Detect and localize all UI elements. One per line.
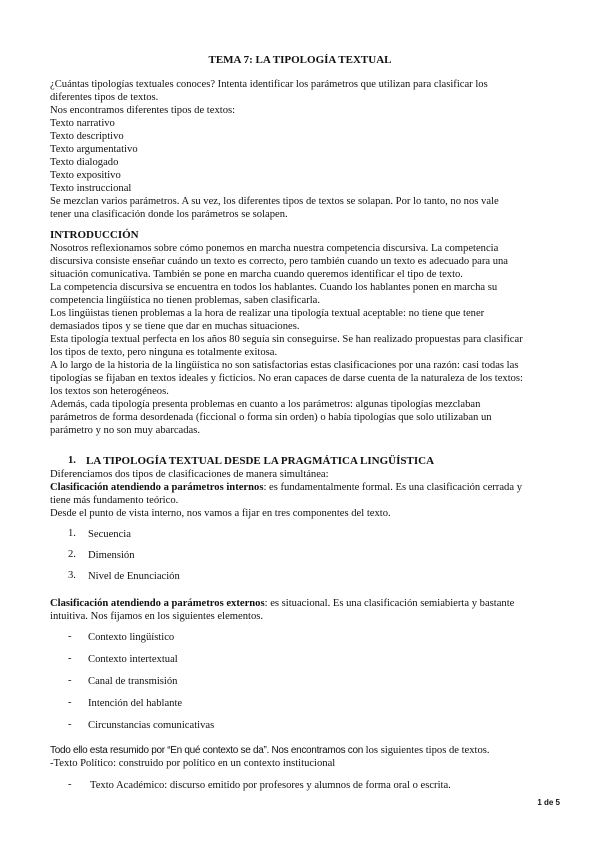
text-type-item: Texto dialogado bbox=[50, 157, 119, 168]
paragraph-line: Los lingüistas tienen problemas a la hora de realizar una tipología textual aceptable: no tiene que tener bbox=[50, 308, 485, 319]
section-subtitle: Diferenciamos dos tipos de clasificaciones de manera simultánea: bbox=[50, 469, 329, 480]
paragraph-line: La competencia discursiva se encuentra en todos los hablantes. Cuando los hablantes ponen en marcha su bbox=[50, 282, 498, 293]
component-item: Secuencia bbox=[88, 529, 131, 540]
section-heading-introduccion: INTRODUCCIÓN bbox=[50, 229, 139, 241]
document-title: TEMA 7: LA TIPOLOGÍA TEXTUAL bbox=[208, 54, 392, 66]
paragraph-line: A lo largo de la historia de la lingüística no son satisfactorias estas clasificaciones por una razón: casi todas las bbox=[50, 360, 519, 371]
component-item: Nivel de Enunciación bbox=[88, 571, 180, 582]
text-type-item: Texto instruccional bbox=[50, 183, 132, 194]
list-number: 1. bbox=[68, 528, 76, 539]
element-item: Canal de transmisión bbox=[88, 676, 178, 687]
externos-label: Clasificación atendiendo a parámetros externos bbox=[50, 598, 265, 609]
bullet-dash: - bbox=[68, 719, 72, 730]
paragraph-line: Esta tipología textual perfecta en los años 80 seguía sin conseguirse. Se han realizado propuestas para clasificar bbox=[50, 334, 523, 345]
list-number: 2. bbox=[68, 549, 76, 560]
bullet-dash: - bbox=[68, 779, 72, 790]
intro-line: ¿Cuántas tipologías textuales conoces? Intenta identificar los parámetros que utilizan para clasificar los bbox=[50, 79, 488, 90]
paragraph-line: Desde el punto de vista interno, nos vamos a fijar en tres componentes del texto. bbox=[50, 508, 391, 519]
bullet-dash: - bbox=[68, 697, 72, 708]
paragraph-line: los tipos de texto, pero ninguna es totalmente exitosa. bbox=[50, 347, 278, 358]
internos-label: Clasificación atendiendo a parámetros internos bbox=[50, 482, 264, 493]
text-academico: Texto Académico: discurso emitido por profesores y alumnos de forma oral o escrita. bbox=[90, 780, 451, 791]
paragraph-line: competencia lingüística no tienen problemas, saben clasificarla. bbox=[50, 295, 321, 306]
list-number: 3. bbox=[68, 570, 76, 581]
paragraph-line: demasiados tipos y se tiene que dar en muchas situaciones. bbox=[50, 321, 300, 332]
paragraph-line: situación comunicativa. También se pone en marcha cuando queremos identificar el tipo de texto. bbox=[50, 269, 463, 280]
paragraph-line: parámetro y no son muy abarcadas. bbox=[50, 425, 201, 436]
section-heading-pragmatica: LA TIPOLOGÍA TEXTUAL DESDE LA PRAGMÁTICA LINGÜÍSTICA bbox=[86, 455, 435, 467]
paragraph-line: Además, cada tipología presenta problemas en cuanto a los parámetros: algunas tipologías mezclaban bbox=[50, 399, 481, 410]
paragraph-line: discursiva consiste enseñar cuándo un texto es correcto, pero también cuando un texto es adecuado para una bbox=[50, 256, 509, 267]
page-number: 1 de 5 bbox=[537, 798, 560, 807]
element-item: Circunstancias comunicativas bbox=[88, 720, 215, 731]
section-number: 1. bbox=[68, 455, 76, 466]
bullet-dash: - bbox=[68, 631, 72, 642]
internos-line bbox=[50, 481, 522, 494]
text-politico: -Texto Político: construido por político en un contexto institucional bbox=[50, 758, 336, 769]
paragraph-line: tipologías se fijaban en textos ideales y ficticios. No eran capaces de darse cuenta de la naturaleza de los textos: bbox=[50, 373, 523, 384]
bullet-dash: - bbox=[68, 675, 72, 686]
paragraph-line: los textos son heterogéneos. bbox=[50, 386, 169, 397]
text-type-item: Texto expositivo bbox=[50, 170, 121, 181]
intro-line: tener una clasificación donde los parámetros se solapen. bbox=[50, 209, 288, 220]
element-item: Contexto lingüístico bbox=[88, 632, 175, 643]
paragraph-line: parámetros de forma desordenada (ficcional o forma sin orden) o había tipologías que solo utilizaban un bbox=[50, 412, 492, 423]
paragraph-line: Nosotros reflexionamos sobre cómo ponemos en marcha nuestra competencia discursiva. La competencia bbox=[50, 243, 499, 254]
externos-line bbox=[50, 597, 514, 610]
paragraph-line: tiene más fundamento teórico. bbox=[50, 495, 179, 506]
summary-line bbox=[50, 744, 490, 757]
internos-text: : es fundamentalmente formal. Es una clasificación cerrada y bbox=[263, 482, 522, 493]
text-type-item: Texto descriptivo bbox=[50, 131, 124, 142]
intro-line: diferentes tipos de textos. bbox=[50, 92, 159, 103]
intro-line: Se mezclan varios parámetros. A su vez, los diferentes tipos de textos se solapan. Por lo tanto, no nos vale bbox=[50, 196, 499, 207]
externos-text: : es situacional. Es una clasificación semiabierta y bastante bbox=[264, 598, 515, 609]
summary-text: los siguientes tipos de textos. bbox=[363, 745, 490, 756]
element-item: Intención del hablante bbox=[88, 698, 183, 709]
element-item: Contexto intertextual bbox=[88, 654, 178, 665]
intro-line: Nos encontramos diferentes tipos de textos: bbox=[50, 105, 236, 116]
bullet-dash: - bbox=[68, 653, 72, 664]
paragraph-line: intuitiva. Nos fijamos en los siguientes elementos. bbox=[50, 611, 264, 622]
component-item: Dimensión bbox=[88, 550, 135, 561]
text-type-item: Texto argumentativo bbox=[50, 144, 138, 155]
text-type-item: Texto narrativo bbox=[50, 118, 115, 129]
summary-text-sans: Todo ello esta resumido por “En qué contexto se da”. Nos encontramos con bbox=[50, 745, 364, 756]
